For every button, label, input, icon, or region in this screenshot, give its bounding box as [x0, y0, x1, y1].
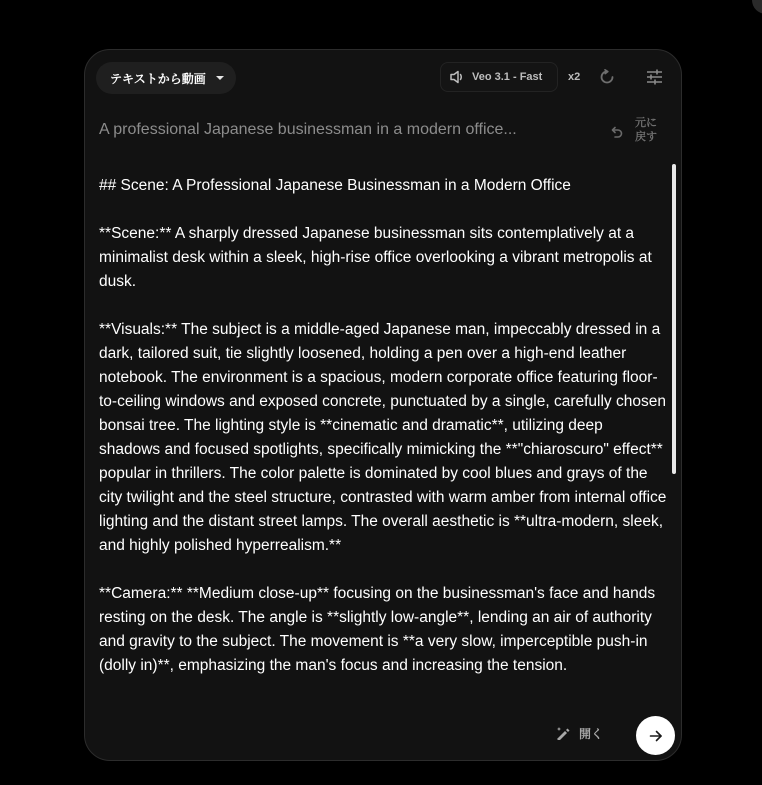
refresh-button[interactable]: [598, 68, 616, 86]
model-selector[interactable]: [440, 62, 558, 92]
prompt-title: A professional Japanese businessman in a modern office...: [99, 121, 517, 138]
undo-icon: [609, 125, 623, 139]
scrollbar-thumb[interactable]: [672, 164, 676, 474]
settings-button[interactable]: [645, 68, 663, 86]
open-editor-button[interactable]: [555, 724, 603, 742]
output-count[interactable]: x2: [568, 71, 581, 83]
paragraph-visuals: **Visuals:** The subject is a middle-aged Japanese man, impeccably dressed in a dark, tailored suit, tie slightly loosened, holding a pen over a high-end leather notebook. The environment is a spacious, modern corporate office featuring floor-to-ceiling windows and exposed concrete, punctuated by a single, carefully chosen bonsai tree. The lighting style is **cinematic and dramatic**, utilizing deep shadows and focused spotlights, specifically mimicking the **"chiaroscuro" effect** popular in thrillers. The color palette is dominated by cool blues and grays of the city twilight and the steel structure, contrasted with warm amber from internal office lighting and the distant street lamps. The overall aesthetic is **ultra-modern, sleek, and highly polished hyperrealism.**: [99, 321, 667, 554]
mode-label: テキストから動画: [110, 71, 206, 86]
restore-button[interactable]: [608, 124, 624, 140]
volume-icon: [450, 70, 465, 84]
open-editor-label: 開く: [579, 726, 604, 741]
paragraph-scene: **Scene:** A sharply dressed Japanese businessman sits contemplatively at a minimalist desk within a sleek, high-rise office overlooking a vibrant metropolis at dusk.: [99, 225, 652, 290]
refresh-icon: [599, 69, 615, 85]
tune-icon: [646, 69, 663, 85]
corner-avatar-fragment: [752, 0, 762, 14]
text-fade-overlay: [85, 690, 682, 720]
model-label: Veo 3.1 - Fast: [472, 71, 543, 83]
mode-dropdown[interactable]: [96, 62, 236, 94]
paragraph-camera: **Camera:** **Medium close-up** focusing on the businessman's face and hands resting on the desk. The angle is **slightly low-angle**, lending an air of authority and gravity to the subject. The movement is **a very slow, imperceptible push-in (dolly in)**, emphasizing the man's focus and increasing the tension.: [99, 585, 656, 674]
send-button[interactable]: [636, 716, 675, 755]
restore-label[interactable]: 元に戻す: [635, 117, 657, 143]
prompt-panel: [84, 49, 682, 761]
chevron-down-icon: [216, 76, 224, 80]
magic-edit-icon: [555, 726, 571, 740]
prompt-body[interactable]: [99, 174, 667, 714]
paragraph-heading: ## Scene: A Professional Japanese Businessman in a Modern Office: [99, 177, 571, 194]
arrow-right-icon: [649, 729, 663, 743]
